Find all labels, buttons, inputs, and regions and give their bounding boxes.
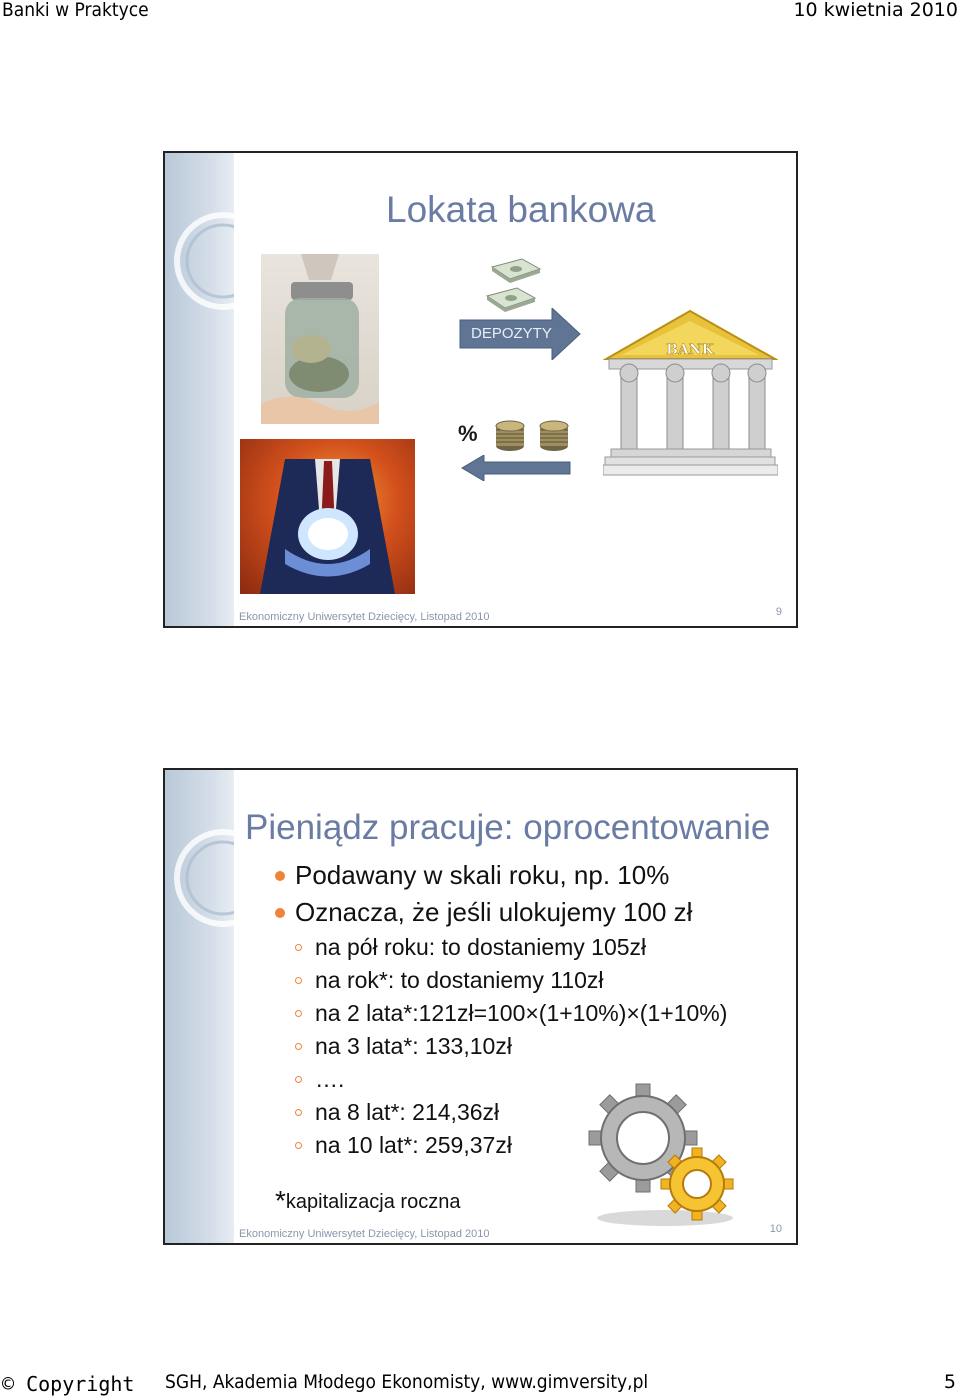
coin-stack-icon bbox=[537, 416, 571, 452]
page-footer bbox=[0, 1370, 960, 1399]
slide-footer: Ekonomiczny Uniwersytet Dziecięcy, Listopad 2010 bbox=[239, 611, 490, 623]
capitalization-note bbox=[275, 1185, 460, 1217]
slide-title: Pieniądz pracuje: oprocentowanie bbox=[245, 808, 771, 847]
sub-bullet-item: na pół roku: to dostaniemy 105zł bbox=[275, 934, 727, 961]
sub-bullet-item: na rok*: to dostaniemy 110zł bbox=[275, 967, 727, 994]
sub-bullet-item: na 8 lat*: 214,36zł bbox=[275, 1099, 727, 1126]
bank-building-icon bbox=[603, 309, 778, 479]
note-text: kapitalizacja roczna bbox=[285, 1191, 461, 1213]
coin-stack-icon bbox=[493, 416, 527, 452]
sub-bullet-item: …. bbox=[275, 1066, 727, 1093]
money-jar-photo bbox=[261, 254, 379, 424]
slide-10 bbox=[163, 768, 798, 1245]
document-date: 10 kwietnia 2010 bbox=[793, 0, 958, 21]
slide-number: 9 bbox=[775, 606, 782, 618]
bank-sign: BANK bbox=[666, 342, 714, 358]
copyright-source: SGH, Akademia Młodego Ekonomisty, www.gimversity,pl bbox=[165, 1371, 649, 1393]
slide-title: Lokata bankowa bbox=[386, 189, 656, 230]
page-number: 5 bbox=[943, 1371, 956, 1393]
sub-bullet-item: na 10 lat*: 259,37zł bbox=[275, 1132, 727, 1159]
man-with-globe-photo bbox=[240, 439, 415, 594]
sub-bullet-item: na 3 lata*: 133,10zł bbox=[275, 1033, 727, 1060]
note-asterisk: * bbox=[275, 1185, 286, 1216]
slide-number: 10 bbox=[769, 1223, 782, 1235]
slide-9 bbox=[163, 151, 798, 628]
slide-side-band bbox=[165, 153, 234, 626]
slide-footer: Ekonomiczny Uniwersytet Dziecięcy, Listopad 2010 bbox=[239, 1228, 490, 1240]
interest-return-arrow bbox=[460, 455, 572, 481]
page-header bbox=[0, 0, 960, 24]
bullet-item: Oznacza, że jeśli ulokujemy 100 zł bbox=[275, 897, 727, 928]
document-title: Banki w Praktyce bbox=[2, 0, 149, 21]
copyright-mark: © Copyright bbox=[2, 1372, 135, 1396]
slide-side-band bbox=[165, 770, 234, 1243]
banknote-stack-icon bbox=[490, 257, 542, 283]
percent-label: % bbox=[458, 421, 478, 446]
bullet-item: Podawany w skali roku, np. 10% bbox=[275, 860, 727, 891]
deposit-arrow-label: DEPOZYTY bbox=[471, 325, 552, 342]
gears-icon bbox=[585, 1080, 745, 1230]
sub-bullet-item: na 2 lata*:121zł=100×(1+10%)×(1+10%) bbox=[275, 1000, 727, 1027]
